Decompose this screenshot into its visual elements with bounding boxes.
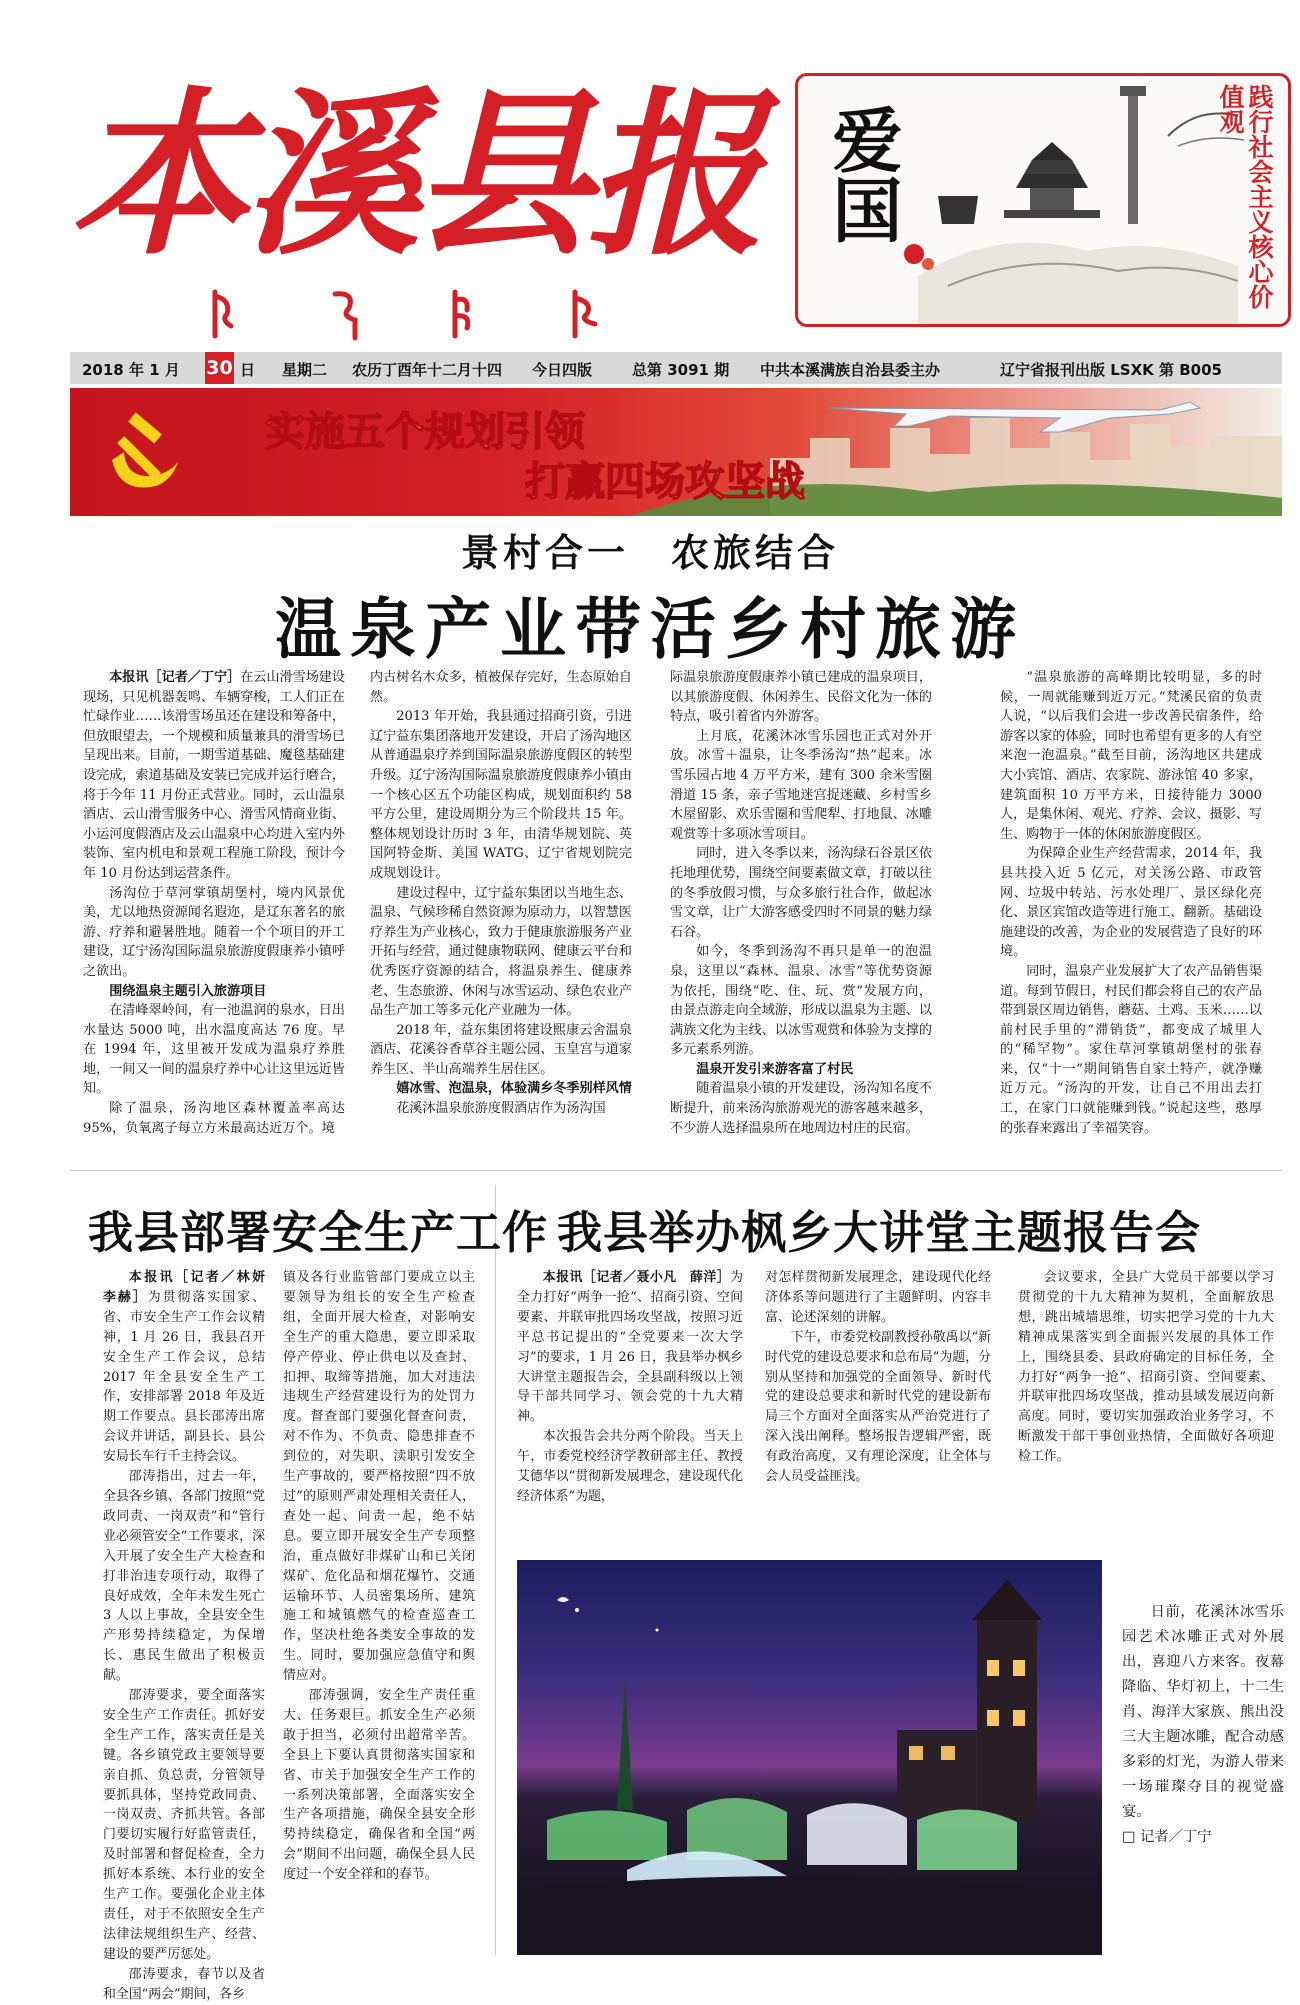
lecture-paragraph: 对怎样贯彻新发展理念，建设现代化经济体系等问题进行了主题鲜明、内容丰富、论述深刻的讲解。	[765, 1270, 991, 1325]
photo-caption-text: 日前，花溪沐冰雪乐园艺术冰雕正式对外展出，喜迎八方来客。夜幕降临、华灯初上，十二生肖、海洋大家族、熊出没三大主题冰雕，配合动感多彩的灯光，为游人带来一场璀璨夺目的视觉盛宴。	[1122, 1604, 1284, 1820]
safety-column-2	[283, 1268, 475, 1885]
lead-column-2	[370, 668, 632, 1119]
safety-byline: 本报讯［记者／林妍 李赫］	[103, 1270, 278, 1305]
lead-paragraph: 花溪沐温泉旅游度假酒店作为汤沟国	[396, 1101, 606, 1117]
banner-line-1: 实施五个规划引领	[265, 409, 585, 455]
banner-line-2: 打赢四场攻坚战	[525, 459, 805, 505]
lead-paragraph: 际温泉旅游度假康养小镇已建成的温泉项目，以其旅游度假、休闲养生、民俗文化为一体的特点，吸引着省内外游客。	[670, 670, 932, 725]
safety-paragraph: 邵涛指出，过去一年，全县各乡镇、各部门按照“党政同责、一岗双责”和“管行业必须管安全”工作要求，深入开展了安全生产大检查和打非治违专项行动，取得了良好成效，全年未发生死亡 3 人以上事故，全县安全生产形势持续稳定，为保增长、惠民生做出了积极贡献。	[103, 1469, 265, 1684]
lecture-column-2	[765, 1268, 991, 1487]
safety-paragraph: 镇及各行业监管部门要成立以主要领导为组长的安全生产检查组，全面开展大检查，对影响安全生产的重大隐患，要立即采取停产停业、停止供电以及查封、扣押、取缔等措施，加大对违法违规生产经营建设行为的处罚力度。督查部门要强化督查问责，对不作为、不负责、隐患排查不到位的，对失职、渎职引发安全生产事故的，要严格按照“四不放过”的原则严肃处理相关责任人，查处一起、问责一起，绝不姑息。要立即开展安全生产专项整治，重点做好非煤矿山和已关闭煤矿、危化品和烟花爆竹、交通运输环节、人员密集场所、建筑施工和城镇燃气的检查巡查工作，坚决杜绝各类安全事故的发生。同时，要加强应急值守和舆情应对。	[283, 1270, 475, 1684]
lead-paragraph: 除了温泉，汤沟地区森林覆盖率高达 95%，负氧离子每立方米最高达近万个。境	[83, 1101, 345, 1136]
safety-headline: 我县部署安全生产工作	[88, 1206, 549, 1259]
lead-subheading: 围绕温泉主题引入旅游项目	[109, 983, 267, 999]
safety-paragraph: 邵涛要求，春节以及省和全国“两会”期间，各乡	[103, 1966, 265, 2002]
publishing-license: 辽宁省报刊出版 LSXK 第 B005	[1000, 361, 1222, 379]
slogan-banner	[70, 388, 1282, 516]
ice-sculpture-photo	[517, 1560, 1102, 1955]
lead-paragraph: “温泉旅游的高峰期比较明显，多的时候，一周就能赚到近万元。”梵溪民宿的负责人说，“以后我们会进一步改善民宿条件，给游客以家的体验，同时也希望有更多的人有空来泡一泡温泉。”截至目前，汤沟地区共建成大小宾馆、酒店、农家院、游泳馆 40 多家，建筑面积 10 万平方米，日接待能力 3000 人，是集休闲、观光、疗养、会议、摄影、写生、购物于一体的休闲旅游度假区。	[1000, 670, 1262, 842]
issue-number: 总第 3091 期	[632, 361, 730, 379]
safety-column-1	[103, 1268, 278, 2005]
safety-paragraph: 为贯彻落实国家、省、市安全生产工作会议精神，1 月 26 日，我县召开安全生产工作会议，总结 2017 年全县安全生产工作，安排部署 2018 年及近期工作要点。县长邵涛出席会议并讲话，副县长、县公安局长车行千主持会议。	[103, 1289, 266, 1465]
masthead-title: 本溪县报	[70, 70, 758, 279]
lead-column-1	[83, 668, 345, 1138]
lead-byline: 本报讯［记者／丁宁］	[109, 670, 241, 685]
lecture-paragraph: 下午，市委党校副教授孙敬禹以“新时代党的建设总要求和总布局”为题，分别从坚持和加强党的全面领导、新时代党的建设总要求和新时代党的建设新布局三个方面对全面落实从严治党进行了深入浅出阐释。整场报告逻辑严密，既有政治高度，又有理论深度，让全体与会人员受益匪浅。	[765, 1329, 991, 1485]
lead-column-3	[670, 668, 932, 1138]
lead-paragraph: 同时，温泉产业发展扩大了农产品销售渠道。每到节假日，村民们都会将自己的农产品带到景区周边销售，蘑菇、土鸡、玉米……以前村民手里的“滞销货”，都变成了城里人的“稀罕物”。家住草河掌镇胡堡村的张春来，仅“十一”期间销售自家土特产，就净赚近万元。“汤沟的开发，让自己不用出去打工，在家门口就能赚到钱。”说起这些，憨厚的张春来露出了幸福笑容。	[1000, 963, 1262, 1136]
lead-paragraph: 同时，进入冬季以来，汤沟绿石谷景区依托地理优势，围绕空间要素做文章，打破以往的冬季放假习惯，与众多旅行社合作，做起冰雪文章，让广大游客感受四时不同景的魅力绿石谷。	[670, 846, 932, 940]
core-values-slogan-box	[795, 73, 1291, 327]
photo-credit: □ 记者／丁宁	[1122, 1829, 1212, 1845]
mongolian-script-logo	[205, 286, 625, 342]
lead-paragraph: 随着温泉小镇的开发建设，汤沟知名度不断提升，前来汤沟旅游观光的游客越来越多，不少游人选择温泉所在地周边村庄的民宿。	[670, 1081, 932, 1136]
lead-paragraph: 建设过程中，辽宁益东集团以当地生态、温泉、气候珍稀自然资源为原动力，以智慧医疗养生为产业核心，致力于健康旅游服务产业开拓与经营，通过健康物联网、健康云平台和优秀医疗资源的结合，将温泉养生、健康养老、生态旅游、休闲与冰雪运动、绿色农业产品生产加工等多元化产业融为一体。	[370, 885, 632, 1019]
lead-paragraph: 上月底，花溪沐冰雪乐园也正式对外开放。冰雪＋温泉，让冬季汤沟“热”起来。冰雪乐园占地 4 万平方米，建有 300 余米雪圈滑道 15 条，亲子雪地迷宫捉迷藏、乡村雪乡木屋留影、欢乐雪圈和雪爬犁、打地鼠、冰雕观赏等十多项冰雪项目。	[670, 728, 932, 842]
lead-column-4	[1000, 668, 1262, 1138]
page-count: 今日四版	[532, 361, 593, 379]
lead-paragraph: 汤沟位于草河掌镇胡堡村，境内风景优美，尤以地热资源闻名遐迩，是辽东著名的旅游、疗养和避暑胜地。随着一个个项目的开工建设，辽宁汤沟国际温泉旅游度假康养小镇呼之欲出。	[83, 885, 345, 979]
section-divider	[70, 1170, 1282, 1171]
column-divider	[495, 1185, 496, 1955]
safety-paragraph: 邵涛要求，要全面落实安全生产工作责任。抓好安全生产工作，落实责任是关键。各乡镇党政主要领导要亲自抓、负总责，分管领导要抓具体，坚持党政同责、一岗双责、齐抓共管。各部门要切实履行好监管责任，及时部署和督促检查，全力抓好本系统、本行业的安全生产工作。要强化企业主体责任，对于不依照安全生产法律法规组织生产、经营、建设的要严厉惩处。	[103, 1688, 265, 1962]
lecture-column-3	[1018, 1268, 1274, 1467]
lecture-paragraph: 为全力打好“两争一抢”、招商引资、空间要素、并联审批四场攻坚战，按照习近平总书记提出的“全党要来一次大学习”的要求，1 月 26 日，我县举办枫乡大讲堂主题报告会，全县副科级以上领导干部共同学习、领会党的十九大精神。	[517, 1270, 743, 1425]
lead-subheading: 嬉冰雪、泡温泉，体验满乡冬季别样风情	[396, 1081, 632, 1097]
lecture-paragraph: 本次报告会共分两个阶段。当天上午，市委党校经济学教研部主任、教授艾德华以“贯彻新发展理念，建设现代化经济体系”为题，	[517, 1429, 743, 1504]
lead-subheading: 温泉开发引来游客富了村民	[696, 1061, 854, 1077]
lead-paragraph: 在清峰翠岭间，有一池温润的泉水，日出水量达 5000 吨，出水温度高达 76 度。早在 1994 年，这里被开发成为温泉疗养胜地，一间又一间的温泉疗养中心让这里远近皆知。	[83, 1003, 345, 1097]
lead-paragraph: 2013 年开始，我县通过招商引资，引进辽宁益东集团落地开发建设，开启了汤沟地区从普通温泉疗养到国际温泉旅游度假区的转型升级。辽宁汤沟国际温泉旅游度假康养小镇由一个核心区五个功能区构成，规划面积约 58 平方公里，建设周期分为三个阶段共 15 年。整体规划设计历时 3 年，由清华规划院、英国阿特金斯、美国 WATG、辽宁省规划院完成规划设计。	[370, 709, 632, 881]
hammer-and-sickle-icon	[90, 402, 190, 502]
lecture-column-1	[517, 1268, 743, 1507]
lead-subhead: 景村合一 农旅结合	[460, 531, 839, 575]
lead-paragraph: 2018 年，益东集团将建设熙康云舍温泉酒店、花溪谷香草谷主题公园、玉皇宫与道家养生区、半山高端养生居住区。	[370, 1022, 632, 1077]
lecture-byline: 本报讯［记者／聂小凡 薛洋］	[542, 1270, 731, 1285]
date-weekday: 星期二	[282, 361, 328, 379]
date-lunar: 农历丁酉年十二月十四	[352, 361, 503, 379]
lead-paragraph: 如今，冬季到汤沟不再只是单一的泡温泉，这里以“森林、温泉、冰雪”等优势资源为依托，围绕“吃、住、玩、赏”发展方向，由景点游走向全域游，形成以温泉为主题、以满族文化为主线、以冰雪观赏和体验为支撑的多元素系列游。	[670, 944, 932, 1058]
lead-headline: 温泉产业带活乡村旅游	[275, 591, 1025, 668]
publisher: 中共本溪满族自治县委主办	[760, 361, 941, 379]
photo-caption	[1122, 1600, 1284, 1850]
safety-paragraph: 邵涛强调，安全生产责任重大、任务艰巨。抓安全生产必须敢于担当，必须付出超常辛苦。全县上下要认真贯彻落实国家和省、市关于加强安全生产工作的一系列决策部署，全面落实安全生产各项措施，确保全县安全形势持续稳定，确保省和全国“两会”期间不出问题，确保全县人民度过一个安全祥和的春节。	[283, 1688, 475, 1883]
ice-sculpture-photo-art	[517, 1560, 1102, 1955]
lecture-paragraph: 会议要求，全县广大党员干部要以学习贯彻党的十九大精神为契机，全面解放思想，跳出城墙思维，切实把学习党的十九大精神成果落实到全面振兴发展的具体工作上，围绕县委、县政府确定的目标任务，全力打好“两争一抢”、招商引资、空间要素、并联审批四场攻坚战，推动县域发展迈向新高度。同时，要切实加强政治业务学习，不断激发干部干事创业热情，全面做好各项迎检工作。	[1018, 1270, 1274, 1465]
date-day-box: 30	[205, 352, 234, 384]
lead-paragraph: 在云山滑雪场建设现场，只见机器轰鸣、车辆穿梭，工人们正在忙碌作业……该滑雪场虽还在建设和筹备中，但放眼望去，一个规模和质量兼具的滑雪场已呈现出来。目前，一期雪道基础、魔毯基础建设完成，索道基础及安装已完成并运行磨合，将于今年 11 月份正式营业。同时，云山温泉酒店、云山滑雪服务中心、滑雪风情商业街、小运河度假酒店及云山温泉中心均进入室内外装饰、室内机电和景观工程施工阶段，预计今年 10 月份达到运营条件。	[83, 670, 346, 881]
lecture-headline: 我县举办枫乡大讲堂主题报告会	[557, 1206, 1202, 1259]
slogan-vertical-text: 践行社会主义核心价值观	[1216, 84, 1274, 309]
date-prefix: 2018 年 1 月	[82, 361, 180, 379]
lead-paragraph: 内古树名木众多，植被保存完好，生态原始自然。	[370, 670, 632, 705]
dateline-bar	[70, 352, 1282, 384]
lead-paragraph: 为保障企业生产经营需求，2014 年，我县共投入近 5 亿元，对关汤公路、市政管网、垃圾中转站、污水处理厂、景区绿化亮化、景区宾馆改造等进行施工、翻新。基础设施建设的改善，为企业的发展营造了良好的环境。	[1000, 846, 1262, 960]
slogan-big-characters: 爱国	[821, 104, 904, 244]
date-suffix: 日	[240, 361, 256, 379]
